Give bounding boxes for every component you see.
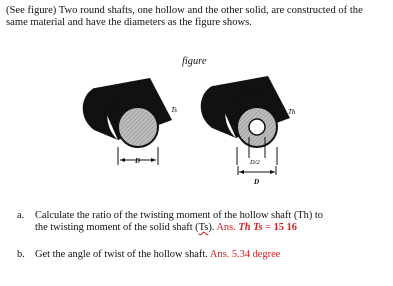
hollow-shaft: [201, 76, 290, 175]
hollow-shaft-bore: [249, 119, 265, 135]
ts-label: Ts: [171, 106, 177, 114]
answer-b: Ans. 5.34 degree: [209, 249, 281, 260]
hollow-outer-dim-label: D: [254, 178, 260, 186]
hollow-inner-dim-label: D/2: [250, 159, 260, 166]
question-b-text: Get the angle of twist of the hollow shaft.: [35, 249, 208, 260]
question-a-number: a.: [17, 210, 25, 221]
question-a-line2: the twisting moment of the solid shaft (Ts). Ans. Th Ts = 15 16: [35, 222, 297, 234]
answer-a-prefix: Ans.: [216, 222, 239, 234]
question-a-line1: Calculate the ratio of the twisting moment of the hollow shaft (Th) to: [35, 210, 323, 221]
problem-statement: (See figure) Two round shafts, one hollow and the other solid, are constructed of the same material and have the diameters as the figure shows.: [6, 5, 363, 29]
question-b-number: b.: [17, 249, 25, 260]
answer-a-value: 15 16: [273, 222, 297, 234]
figure-caption: figure: [182, 56, 207, 67]
answer-a-ratio: Th Ts: [238, 222, 263, 234]
solid-shaft-face: [118, 107, 158, 147]
solid-dim-label: D: [135, 157, 141, 165]
th-label: Th: [288, 108, 296, 116]
solid-shaft: [83, 78, 172, 165]
